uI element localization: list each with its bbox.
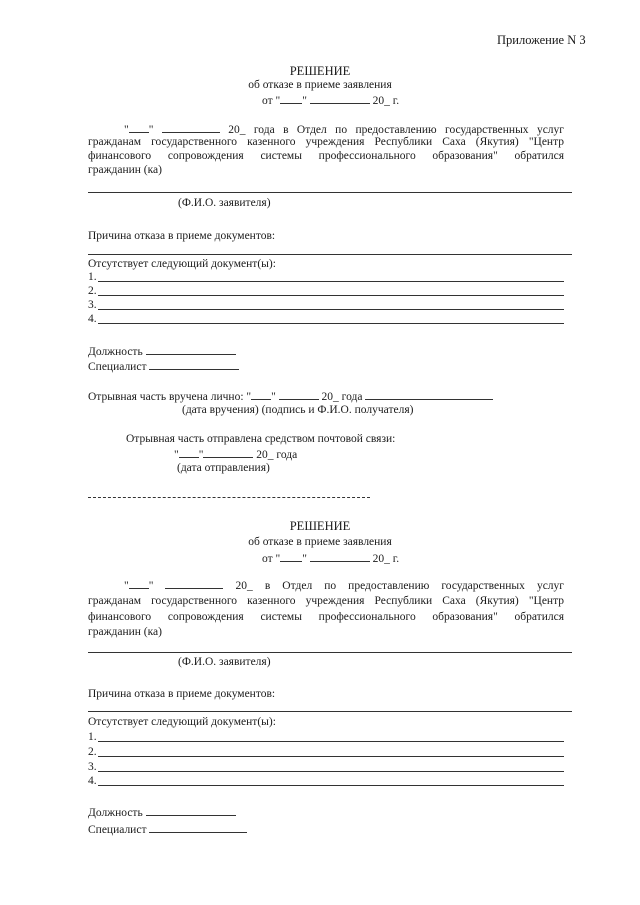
doc-line-2-3 (98, 771, 564, 772)
decision-date: от " " 20_ г. (262, 95, 400, 107)
fio-line-2 (88, 652, 572, 653)
tearoff-handed-caption: (дата вручения) (подпись и Ф.И.О. получателя) (182, 404, 414, 416)
doc-line-2-2 (98, 756, 564, 757)
paragraph-line-2: гражданам государственного казенного учреждения Республики Саха (Якутия) "Центр (88, 136, 564, 148)
doc-line-2-1 (98, 741, 564, 742)
decision-title: РЕШЕНИЕ (289, 64, 351, 78)
missing-docs-label: Отсутствует следующий документ(ы): (88, 258, 276, 270)
reason-line (88, 254, 572, 255)
paragraph-line-4: гражданин (ка) (88, 164, 162, 176)
position-field: Должность (88, 344, 236, 359)
doc-item-2-4: 4. (88, 775, 97, 787)
doc-line-2 (98, 295, 564, 296)
doc-item-2-3: 3. (88, 761, 97, 773)
tearoff-handed: Отрывная часть вручена лично: " " 20_ года (88, 389, 493, 404)
paragraph-line-1: " " 20_ года в Отдел по предоставлению государственных услуг (124, 124, 565, 136)
paragraph-2-line-3: финансового сопровождения системы профессионального образования" обратился (88, 611, 564, 623)
reason-label: Причина отказа в приеме документов: (88, 230, 276, 242)
doc-item-1: 1. (88, 271, 97, 283)
specialist-field-2: Специалист (88, 822, 247, 837)
paragraph-2-line-1: " " 20_ в Отдел по предоставлению государственных услуг (124, 580, 565, 592)
doc-item-2-1: 1. (88, 731, 97, 743)
doc-line-1 (98, 281, 564, 282)
doc-line-3 (98, 309, 564, 310)
doc-item-4: 4. (88, 313, 97, 325)
tearoff-mailed-date: " " 20_ года (174, 449, 298, 461)
doc-item-2: 2. (88, 285, 97, 297)
fio-caption-2: (Ф.И.О. заявителя) (178, 656, 271, 668)
appendix-label: Приложение N 3 (497, 33, 586, 47)
paragraph-2-line-4: гражданин (ка) (88, 626, 162, 638)
missing-docs-label-2: Отсутствует следующий документ(ы): (88, 716, 276, 728)
cut-line (88, 497, 370, 498)
fio-line (88, 192, 572, 193)
decision-title-2: РЕШЕНИЕ (289, 519, 351, 533)
reason-line-2 (88, 711, 572, 712)
paragraph-line-3: финансового сопровождения системы профессионального образования" обратился (88, 150, 564, 162)
doc-line-2-4 (98, 785, 564, 786)
decision-subtitle: об отказе в приеме заявления (248, 79, 392, 91)
tearoff-mailed-caption: (дата отправления) (177, 462, 270, 474)
decision-date-2: от " " 20_ г. (262, 553, 400, 565)
reason-label-2: Причина отказа в приеме документов: (88, 688, 276, 700)
specialist-field: Специалист (88, 359, 239, 374)
tearoff-mailed-label: Отрывная часть отправлена средством почтовой связи: (126, 433, 396, 445)
doc-item-3: 3. (88, 299, 97, 311)
doc-item-2-2: 2. (88, 746, 97, 758)
doc-line-4 (98, 323, 564, 324)
paragraph-2-line-2: гражданам государственного казенного учреждения Республики Саха (Якутия) "Центр (88, 595, 564, 607)
decision-subtitle-2: об отказе в приеме заявления (248, 536, 392, 548)
fio-caption: (Ф.И.О. заявителя) (178, 197, 271, 209)
position-field-2: Должность (88, 805, 236, 820)
